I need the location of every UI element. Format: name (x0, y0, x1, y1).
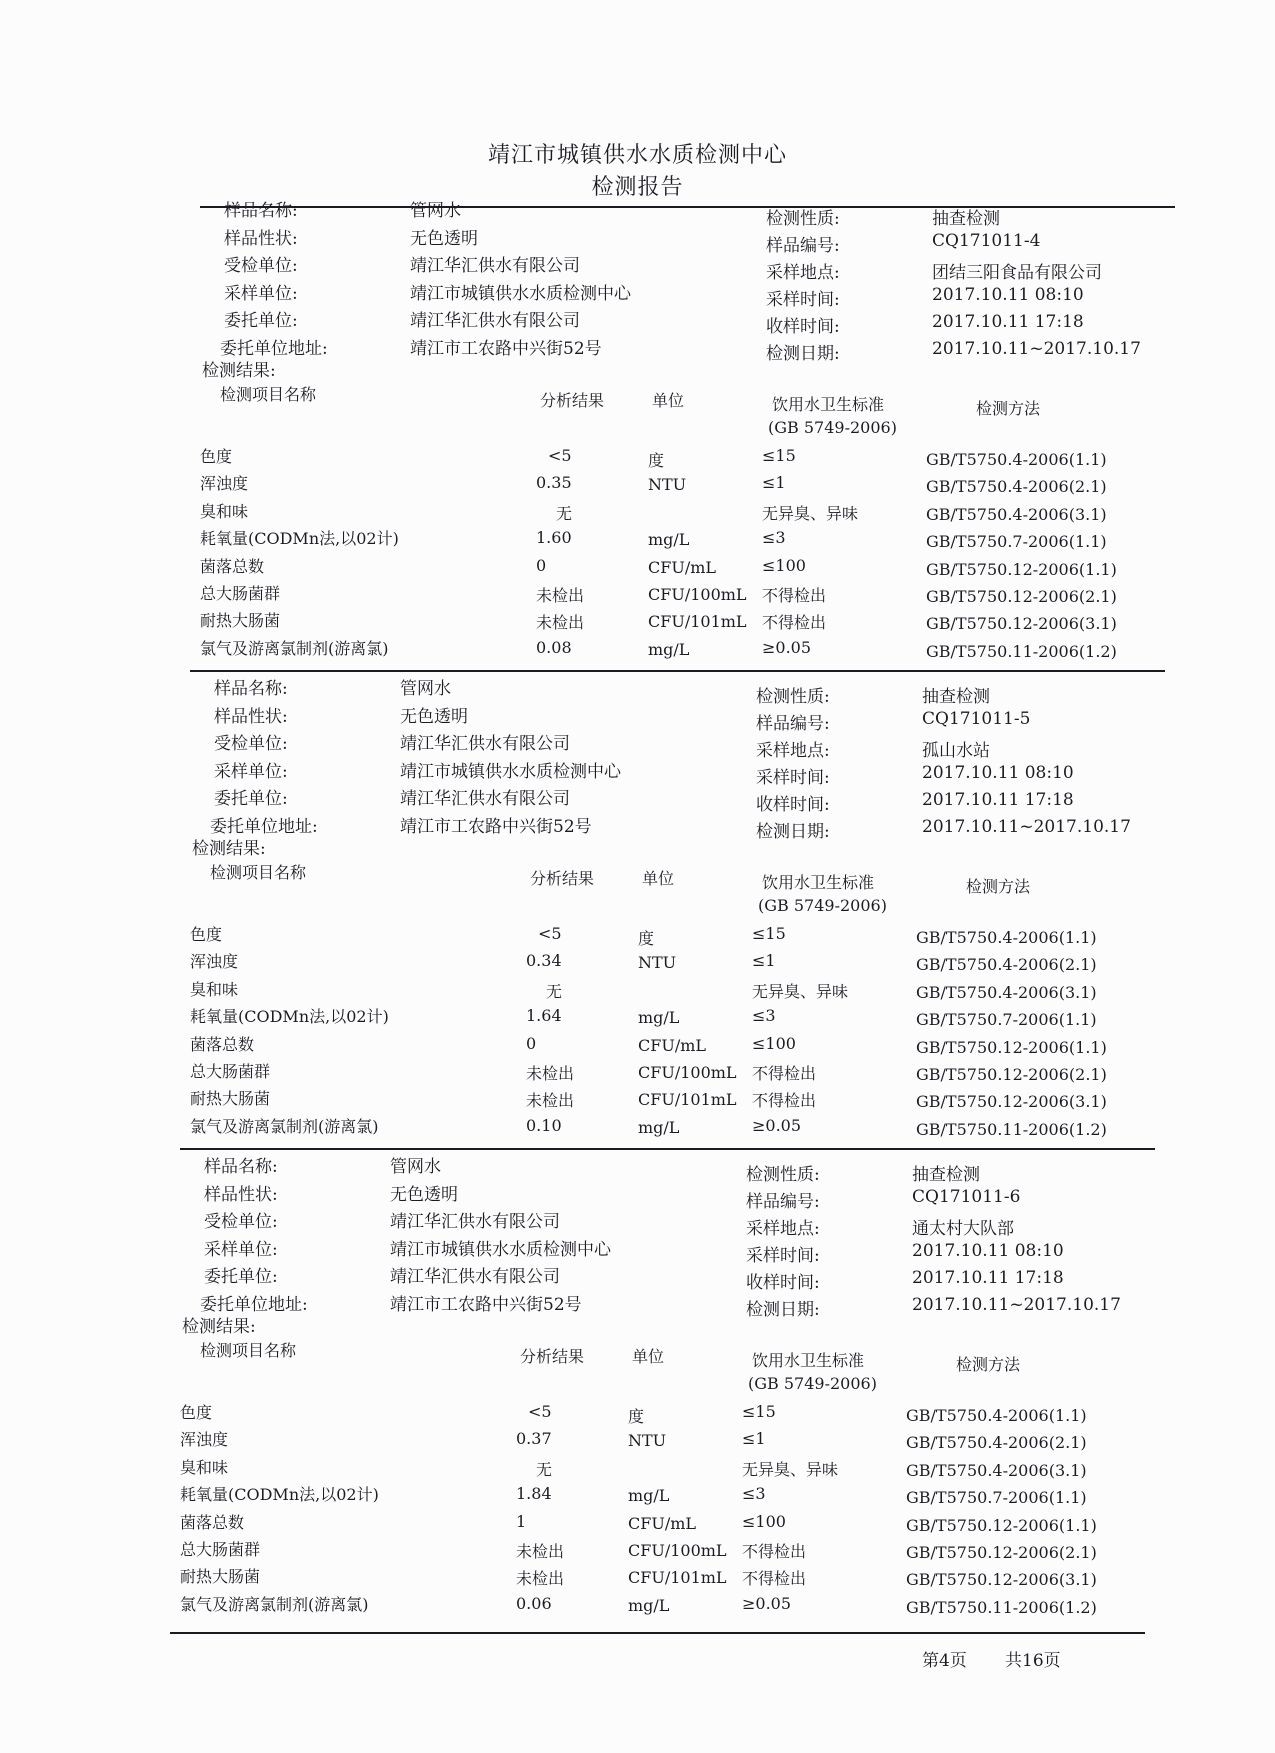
section-rule (200, 206, 1175, 208)
table-row-unit: CFU/mL (628, 1513, 697, 1533)
table-row-standard: ≥0.05 (742, 1593, 792, 1613)
label-sample-no: 样品编号: (766, 236, 840, 256)
value-test-nature: 抽查检测 (932, 209, 1000, 229)
value-sample-name: 管网水 (390, 1157, 441, 1177)
table-row-result: 未检出 (516, 1542, 565, 1561)
table-row-method: GB/T5750.12-2006(3.1) (916, 1092, 1107, 1112)
table-row-result: 1.60 (536, 528, 572, 548)
col-header-standard: 饮用水卫生标准 (762, 873, 875, 892)
label-sampling-time: 采样时间: (746, 1246, 820, 1266)
table-row-unit: NTU (638, 953, 677, 973)
table-row-result: 无 (536, 1459, 553, 1479)
table-row-unit: mg/L (638, 1117, 680, 1137)
label-sampling-site: 采样地点: (746, 1219, 820, 1239)
table-row-method: GB/T5750.7-2006(1.1) (906, 1488, 1087, 1508)
value-test-date: 2017.10.11~2017.10.17 (912, 1295, 1121, 1315)
table-row-method: GB/T5750.12-2006(3.1) (906, 1570, 1097, 1590)
table-row-method: GB/T5750.12-2006(3.1) (926, 614, 1117, 634)
col-header-unit: 单位 (652, 391, 685, 410)
label-sampling-unit: 采样单位: (214, 761, 288, 782)
value-sample-state: 无色透明 (410, 228, 478, 249)
col-header-standard: 饮用水卫生标准 (772, 395, 885, 414)
label-inspected-unit: 受检单位: (204, 1212, 278, 1232)
table-row-item-name: 臭和味 (200, 501, 249, 521)
section-rule (190, 670, 1165, 672)
value-sampling-site: 通太村大队部 (912, 1219, 1014, 1239)
table-row-standard: ≤100 (742, 1511, 786, 1531)
label-inspected-unit: 受检单位: (214, 734, 288, 754)
value-sample-state: 无色透明 (390, 1184, 458, 1205)
table-row-item-name: 臭和味 (190, 979, 239, 999)
label-client-unit: 委托单位: (204, 1267, 278, 1287)
label-client-unit: 委托单位: (224, 311, 298, 331)
value-sampling-unit: 靖江市城镇供水水质检测中心 (390, 1239, 611, 1260)
table-row-result: 未检出 (536, 613, 585, 633)
table-row-method: GB/T5750.4-2006(3.1) (926, 504, 1107, 524)
label-test-date: 检测日期: (746, 1300, 820, 1320)
label-test-nature: 检测性质: (756, 687, 830, 707)
label-sampling-unit: 采样单位: (204, 1239, 278, 1260)
table-row-method: GB/T5750.4-2006(3.1) (916, 982, 1097, 1002)
report-title: 检测报告 (591, 175, 684, 200)
table-row-item-name: 耗氧量(CODMn法,以02计) (190, 1007, 389, 1027)
table-row-item-name: 总大肠菌群 (180, 1540, 261, 1559)
table-row-result: 0.34 (526, 951, 562, 971)
table-row-result: <5 (528, 1402, 552, 1421)
table-row-method: GB/T5750.4-2006(1.1) (916, 928, 1097, 947)
value-test-nature: 抽查检测 (922, 687, 990, 707)
table-row-standard: 不得检出 (762, 613, 827, 633)
label-test-nature: 检测性质: (746, 1165, 820, 1185)
value-sampling-time: 2017.10.11 08:10 (932, 285, 1084, 305)
table-row-method: GB/T5750.12-2006(1.1) (926, 559, 1117, 579)
table-row-method: GB/T5750.11-2006(1.2) (916, 1119, 1107, 1139)
col-header-result: 分析结果 (520, 1347, 585, 1366)
col-header-method: 检测方法 (966, 877, 1031, 896)
table-row-unit: mg/L (648, 530, 690, 550)
table-row-method: GB/T5750.12-2006(1.1) (906, 1515, 1097, 1535)
table-row-method: GB/T5750.4-2006(2.1) (906, 1433, 1087, 1453)
table-row-result: 未检出 (526, 1091, 575, 1111)
table-row-result: 1.84 (516, 1484, 552, 1504)
table-row-standard: 不得检出 (762, 586, 827, 605)
table-row-result: 无 (546, 981, 563, 1001)
table-row-method: GB/T5750.7-2006(1.1) (916, 1010, 1097, 1030)
table-row-standard: 不得检出 (742, 1542, 807, 1561)
label-client-address: 委托单位地址: (200, 1294, 308, 1315)
table-row-method: GB/T5750.12-2006(2.1) (916, 1065, 1107, 1084)
table-row-result: 0 (536, 555, 547, 575)
value-sample-name: 管网水 (400, 679, 451, 699)
table-row-item-name: 菌落总数 (180, 1512, 245, 1532)
results-label: 检测结果: (202, 361, 276, 381)
label-sample-state: 样品性状: (224, 228, 298, 249)
table-row-standard: ≥0.05 (752, 1115, 802, 1135)
label-test-nature: 检测性质: (766, 209, 840, 229)
results-label: 检测结果: (192, 839, 266, 859)
table-row-standard: 无异臭、异味 (742, 1459, 839, 1479)
label-sample-state: 样品性状: (214, 706, 288, 727)
value-sampling-time: 2017.10.11 08:10 (912, 1241, 1064, 1261)
table-row-result: 未检出 (536, 586, 585, 605)
table-row-item-name: 耗氧量(CODMn法,以02计) (200, 529, 399, 549)
label-sample-state: 样品性状: (204, 1184, 278, 1205)
table-row-unit: CFU/100mL (628, 1541, 727, 1560)
table-row-unit: mg/L (628, 1486, 670, 1506)
table-row-unit: mg/L (638, 1008, 680, 1028)
table-row-method: GB/T5750.12-2006(2.1) (906, 1543, 1097, 1562)
table-row-method: GB/T5750.4-2006(2.1) (926, 477, 1107, 497)
label-sampling-unit: 采样单位: (224, 283, 298, 304)
table-row-standard: ≤1 (742, 1429, 766, 1449)
table-row-method: GB/T5750.12-2006(2.1) (926, 587, 1117, 606)
table-row-method: GB/T5750.4-2006(3.1) (906, 1460, 1087, 1480)
col-header-unit: 单位 (632, 1347, 665, 1366)
label-inspected-unit: 受检单位: (224, 256, 298, 276)
table-row-item-name: 耗氧量(CODMn法,以02计) (180, 1485, 379, 1505)
value-receive-time: 2017.10.11 17:18 (922, 790, 1074, 810)
table-row-result: 未检出 (526, 1064, 575, 1083)
label-sample-no: 样品编号: (746, 1192, 820, 1212)
table-row-item-name: 臭和味 (180, 1457, 229, 1477)
table-row-item-name: 耐热大肠菌 (180, 1567, 261, 1587)
table-row-item-name: 菌落总数 (190, 1034, 255, 1054)
table-row-standard: ≥0.05 (762, 637, 812, 657)
label-client-address: 委托单位地址: (220, 338, 328, 359)
table-row-result: <5 (548, 446, 572, 465)
table-row-unit: CFU/mL (648, 557, 717, 577)
table-row-standard: 不得检出 (742, 1569, 807, 1589)
value-test-date: 2017.10.11~2017.10.17 (932, 339, 1141, 359)
table-row-standard: ≤15 (762, 446, 796, 465)
value-sampling-site: 孤山水站 (922, 741, 990, 761)
value-receive-time: 2017.10.11 17:18 (912, 1268, 1064, 1288)
table-row-unit: NTU (628, 1431, 667, 1451)
table-row-result: 0.10 (526, 1115, 562, 1135)
label-sampling-site: 采样地点: (766, 263, 840, 283)
value-sample-no: CQ171011-5 (922, 709, 1031, 729)
table-row-method: GB/T5750.11-2006(1.2) (906, 1597, 1097, 1617)
col-header-standard-code: (GB 5749-2006) (758, 896, 887, 915)
table-row-standard: ≤1 (762, 473, 786, 493)
table-row-unit: CFU/mL (638, 1035, 707, 1055)
footer-rule (170, 1632, 1145, 1634)
table-row-item-name: 总大肠菌群 (200, 584, 281, 603)
table-row-item-name: 色度 (190, 925, 223, 944)
table-row-item-name: 氯气及游离氯制剂(游离氯) (190, 1116, 379, 1136)
value-sampling-time: 2017.10.11 08:10 (922, 763, 1074, 783)
col-header-method: 检测方法 (956, 1355, 1021, 1374)
table-row-item-name: 氯气及游离氯制剂(游离氯) (200, 638, 389, 658)
table-row-result: 0.06 (516, 1593, 552, 1613)
value-sample-no: CQ171011-4 (932, 231, 1041, 251)
value-sampling-site: 团结三阳食品有限公司 (932, 263, 1102, 283)
table-row-item-name: 氯气及游离氯制剂(游离氯) (180, 1594, 369, 1614)
table-row-unit: mg/L (628, 1595, 670, 1615)
table-row-item-name: 总大肠菌群 (190, 1062, 271, 1081)
results-label: 检测结果: (182, 1317, 256, 1337)
value-sample-no: CQ171011-6 (912, 1187, 1021, 1207)
table-row-unit: 度 (628, 1407, 645, 1426)
org-title: 靖江市城镇供水水质检测中心 (487, 143, 787, 168)
label-sampling-time: 采样时间: (756, 768, 830, 788)
table-row-item-name: 色度 (200, 447, 233, 466)
table-row-standard: 不得检出 (752, 1064, 817, 1083)
page-number: 第4页 (922, 1651, 967, 1671)
label-sample-name: 样品名称: (224, 201, 298, 221)
table-row-standard: ≤100 (762, 555, 806, 575)
label-sampling-time: 采样时间: (766, 290, 840, 310)
value-sampling-unit: 靖江市城镇供水水质检测中心 (400, 761, 621, 782)
label-client-unit: 委托单位: (214, 789, 288, 809)
value-test-date: 2017.10.11~2017.10.17 (922, 817, 1131, 837)
table-row-method: GB/T5750.4-2006(2.1) (916, 955, 1097, 975)
col-header-result: 分析结果 (530, 869, 595, 888)
table-row-result: 无 (556, 503, 573, 523)
table-row-unit: CFU/100mL (648, 585, 747, 604)
table-row-unit: CFU/101mL (638, 1090, 737, 1110)
table-row-standard: ≤15 (742, 1402, 776, 1421)
table-row-method: GB/T5750.12-2006(1.1) (916, 1037, 1107, 1057)
col-header-item: 检测项目名称 (210, 863, 307, 882)
table-row-result: 0 (526, 1033, 537, 1053)
table-row-item-name: 菌落总数 (200, 556, 265, 576)
value-client-address: 靖江市工农路中兴街52号 (400, 816, 592, 837)
col-header-standard: 饮用水卫生标准 (752, 1351, 865, 1370)
value-client-address: 靖江市工农路中兴街52号 (390, 1294, 582, 1315)
value-client-unit: 靖江华汇供水有限公司 (400, 789, 570, 809)
col-header-item: 检测项目名称 (220, 385, 317, 404)
value-inspected-unit: 靖江华汇供水有限公司 (410, 256, 580, 276)
label-sampling-site: 采样地点: (756, 741, 830, 761)
col-header-result: 分析结果 (540, 391, 605, 410)
table-row-unit: 度 (648, 451, 665, 470)
value-client-unit: 靖江华汇供水有限公司 (390, 1267, 560, 1287)
table-row-method: GB/T5750.7-2006(1.1) (926, 532, 1107, 552)
table-row-standard: ≤3 (742, 1484, 766, 1504)
label-sample-no: 样品编号: (756, 714, 830, 734)
table-row-item-name: 浑浊度 (200, 474, 249, 494)
value-client-address: 靖江市工农路中兴街52号 (410, 338, 602, 359)
table-row-result: 1 (516, 1511, 527, 1531)
value-sampling-unit: 靖江市城镇供水水质检测中心 (410, 283, 631, 304)
col-header-standard-code: (GB 5749-2006) (748, 1374, 877, 1393)
table-row-standard: ≤100 (752, 1033, 796, 1053)
value-sample-name: 管网水 (410, 201, 461, 221)
section-rule (180, 1148, 1155, 1150)
table-row-result: 1.64 (526, 1006, 562, 1026)
table-row-unit: CFU/101mL (648, 612, 747, 632)
table-row-unit: CFU/101mL (628, 1568, 727, 1588)
col-header-unit: 单位 (642, 869, 675, 888)
table-row-item-name: 耐热大肠菌 (200, 611, 281, 631)
table-row-result: 未检出 (516, 1569, 565, 1589)
col-header-item: 检测项目名称 (200, 1341, 297, 1360)
col-header-method: 检测方法 (976, 399, 1041, 418)
value-receive-time: 2017.10.11 17:18 (932, 312, 1084, 332)
table-row-result: 0.35 (536, 473, 572, 493)
table-row-result: 0.37 (516, 1429, 552, 1449)
value-inspected-unit: 靖江华汇供水有限公司 (400, 734, 570, 754)
table-row-standard: 无异臭、异味 (762, 503, 859, 523)
label-sample-name: 样品名称: (214, 679, 288, 699)
table-row-method: GB/T5750.4-2006(1.1) (926, 450, 1107, 469)
value-test-nature: 抽查检测 (912, 1165, 980, 1185)
label-receive-time: 收样时间: (766, 317, 840, 337)
label-client-address: 委托单位地址: (210, 816, 318, 837)
table-row-standard: 无异臭、异味 (752, 981, 849, 1001)
table-row-result: <5 (538, 924, 562, 943)
table-row-item-name: 浑浊度 (190, 952, 239, 972)
value-client-unit: 靖江华汇供水有限公司 (410, 311, 580, 331)
table-row-method: GB/T5750.11-2006(1.2) (926, 641, 1117, 661)
table-row-unit: mg/L (648, 639, 690, 659)
table-row-standard: 不得检出 (752, 1091, 817, 1111)
table-row-method: GB/T5750.4-2006(1.1) (906, 1406, 1087, 1425)
table-row-standard: ≤15 (752, 924, 786, 943)
table-row-unit: CFU/100mL (638, 1063, 737, 1082)
col-header-standard-code: (GB 5749-2006) (768, 418, 897, 437)
table-row-item-name: 浑浊度 (180, 1430, 229, 1450)
label-receive-time: 收样时间: (746, 1273, 820, 1293)
page-total: 共16页 (1005, 1651, 1061, 1671)
label-test-date: 检测日期: (756, 822, 830, 842)
value-inspected-unit: 靖江华汇供水有限公司 (390, 1212, 560, 1232)
table-row-standard: ≤3 (752, 1006, 776, 1026)
table-row-standard: ≤3 (762, 528, 786, 548)
table-row-item-name: 耐热大肠菌 (190, 1089, 271, 1109)
label-sample-name: 样品名称: (204, 1157, 278, 1177)
table-row-unit: NTU (648, 475, 687, 495)
table-row-item-name: 色度 (180, 1403, 213, 1422)
table-row-unit: 度 (638, 929, 655, 948)
table-row-standard: ≤1 (752, 951, 776, 971)
value-sample-state: 无色透明 (400, 706, 468, 727)
label-receive-time: 收样时间: (756, 795, 830, 815)
label-test-date: 检测日期: (766, 344, 840, 364)
table-row-result: 0.08 (536, 637, 572, 657)
